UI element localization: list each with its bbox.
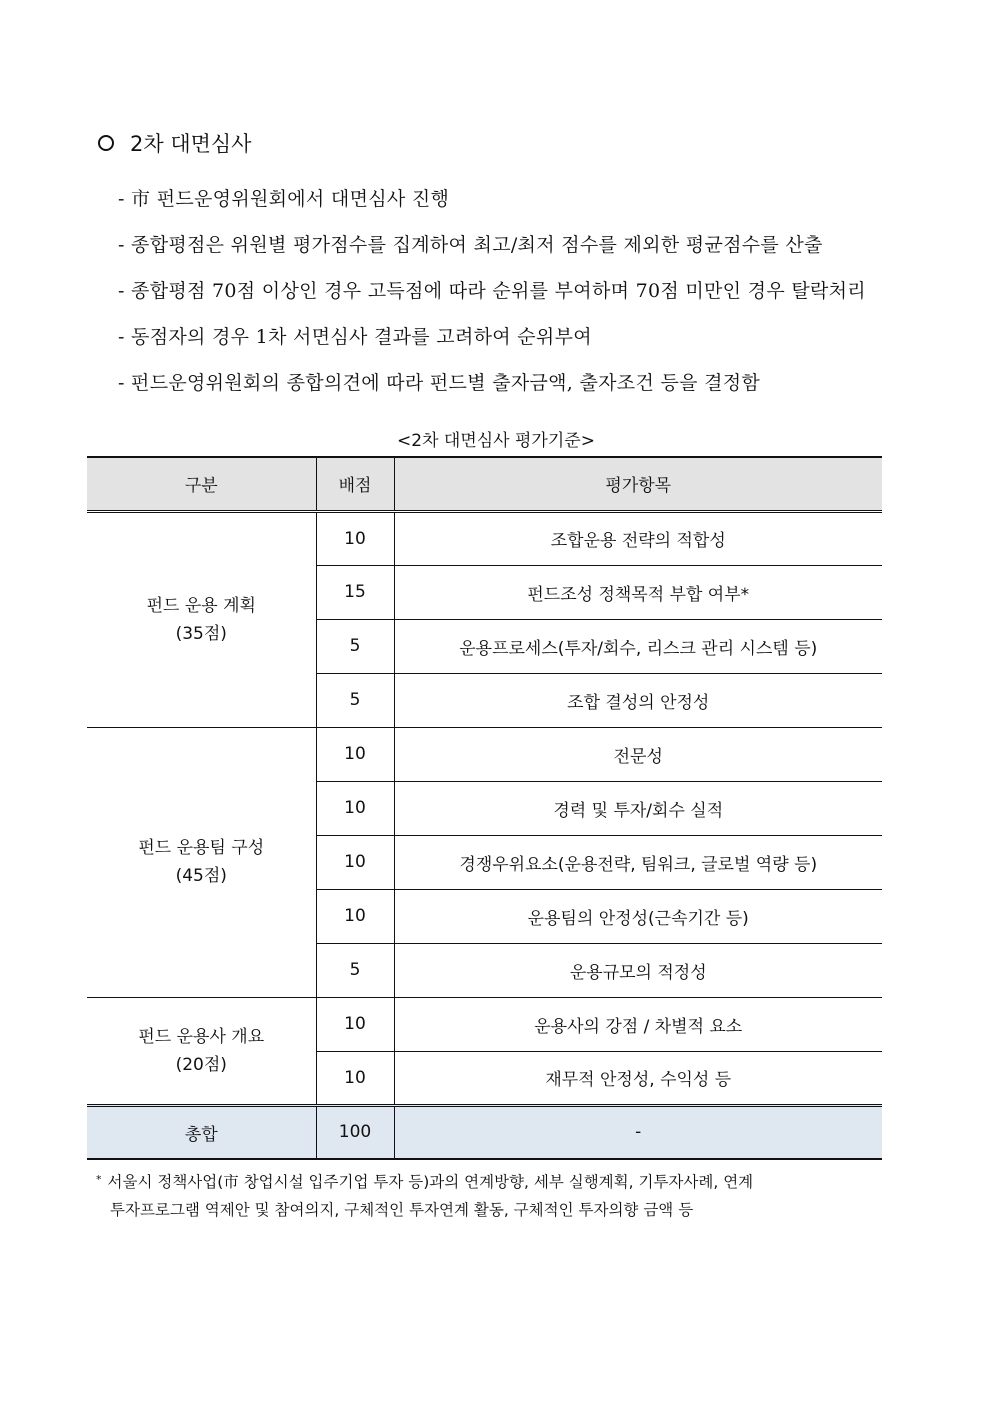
footnote-text-2: 투자프로그램 역제안 및 참여의지, 구체적인 투자연계 활동, 구체적인 투자의향 금액 등 xyxy=(110,1201,694,1219)
score-cell: 10 xyxy=(316,781,394,835)
score-cell: 10 xyxy=(316,997,394,1051)
score-cell: 10 xyxy=(316,835,394,889)
category-points: (20점) xyxy=(175,1054,227,1075)
category-cell xyxy=(87,727,316,997)
category-name: 펀드 운용팀 구성 xyxy=(138,838,265,858)
footnote-text-1: 서울시 정책사업(市 창업시설 입주기업 투자 등)과의 연계방향, 세부 실행계획, 기투자사례, 연계 xyxy=(107,1173,754,1191)
bullet-item: - 市 펀드운영위원회에서 대면심사 진행 xyxy=(118,188,450,210)
score-cell: 5 xyxy=(316,619,394,673)
table-caption: <2차 대면심사 평가기준> xyxy=(397,431,595,451)
category-name: 펀드 운용사 개요 xyxy=(138,1026,265,1047)
total-row xyxy=(87,1105,882,1159)
header-score: 배점 xyxy=(316,457,394,511)
item-cell: 재무적 안정성, 수익성 등 xyxy=(394,1051,882,1105)
score-cell: 10 xyxy=(316,727,394,781)
section-heading xyxy=(98,128,251,158)
total-item: - xyxy=(394,1105,882,1159)
item-cell: 운용프로세스(투자/회수, 리스크 관리 시스템 등) xyxy=(394,619,882,673)
score-cell: 15 xyxy=(316,565,394,619)
item-cell: 운용규모의 적정성 xyxy=(394,943,882,997)
bullet-item: - 동점자의 경우 1차 서면심사 결과를 고려하여 순위부여 xyxy=(118,326,592,348)
footnote-line xyxy=(96,1168,886,1196)
footnote-marker: * xyxy=(96,1173,102,1186)
item-cell: 조합 결성의 안정성 xyxy=(394,673,882,727)
item-cell: 조합운용 전략의 적합성 xyxy=(394,511,882,565)
score-cell: 10 xyxy=(316,511,394,565)
evaluation-table xyxy=(87,456,882,1160)
category-cell xyxy=(87,511,316,727)
item-cell: 운용사의 강점 / 차별적 요소 xyxy=(394,997,882,1051)
score-cell: 5 xyxy=(316,943,394,997)
footnote xyxy=(96,1168,886,1224)
total-score: 100 xyxy=(316,1105,394,1159)
score-cell: 10 xyxy=(316,889,394,943)
header-item: 평가항목 xyxy=(394,457,882,511)
item-cell: 경쟁우위요소(운용전략, 팀워크, 글로벌 역량 등) xyxy=(394,835,882,889)
item-cell: 전문성 xyxy=(394,727,882,781)
table-header-row xyxy=(87,457,882,511)
score-cell: 10 xyxy=(316,1051,394,1105)
circle-bullet-icon xyxy=(98,135,114,151)
score-cell: 5 xyxy=(316,673,394,727)
table-row xyxy=(87,511,882,565)
category-cell xyxy=(87,997,316,1105)
table-row xyxy=(87,997,882,1051)
total-label: 총합 xyxy=(87,1105,316,1159)
category-name: 펀드 운용 계획 xyxy=(146,595,256,616)
section-title: 2차 대면심사 xyxy=(130,132,252,156)
item-cell: 운용팀의 안정성(근속기간 등) xyxy=(394,889,882,943)
bullet-item: - 종합평점은 위원별 평가점수를 집계하여 최고/최저 점수를 제외한 평균점수를 산출 xyxy=(118,234,823,256)
category-points: (45점) xyxy=(175,866,227,886)
item-cell: 펀드조성 정책목적 부합 여부* xyxy=(394,565,882,619)
bullet-list xyxy=(118,176,898,406)
bullet-item: - 펀드운영위원회의 종합의견에 따라 펀드별 출자금액, 출자조건 등을 결정함 xyxy=(118,372,761,394)
category-points: (35점) xyxy=(175,623,227,644)
table-row xyxy=(87,727,882,781)
header-category: 구분 xyxy=(87,457,316,511)
item-cell: 경력 및 투자/회수 실적 xyxy=(394,781,882,835)
bullet-item: - 종합평점 70점 이상인 경우 고득점에 따라 순위를 부여하며 70점 미만인 경우 탈락처리 xyxy=(118,280,866,302)
